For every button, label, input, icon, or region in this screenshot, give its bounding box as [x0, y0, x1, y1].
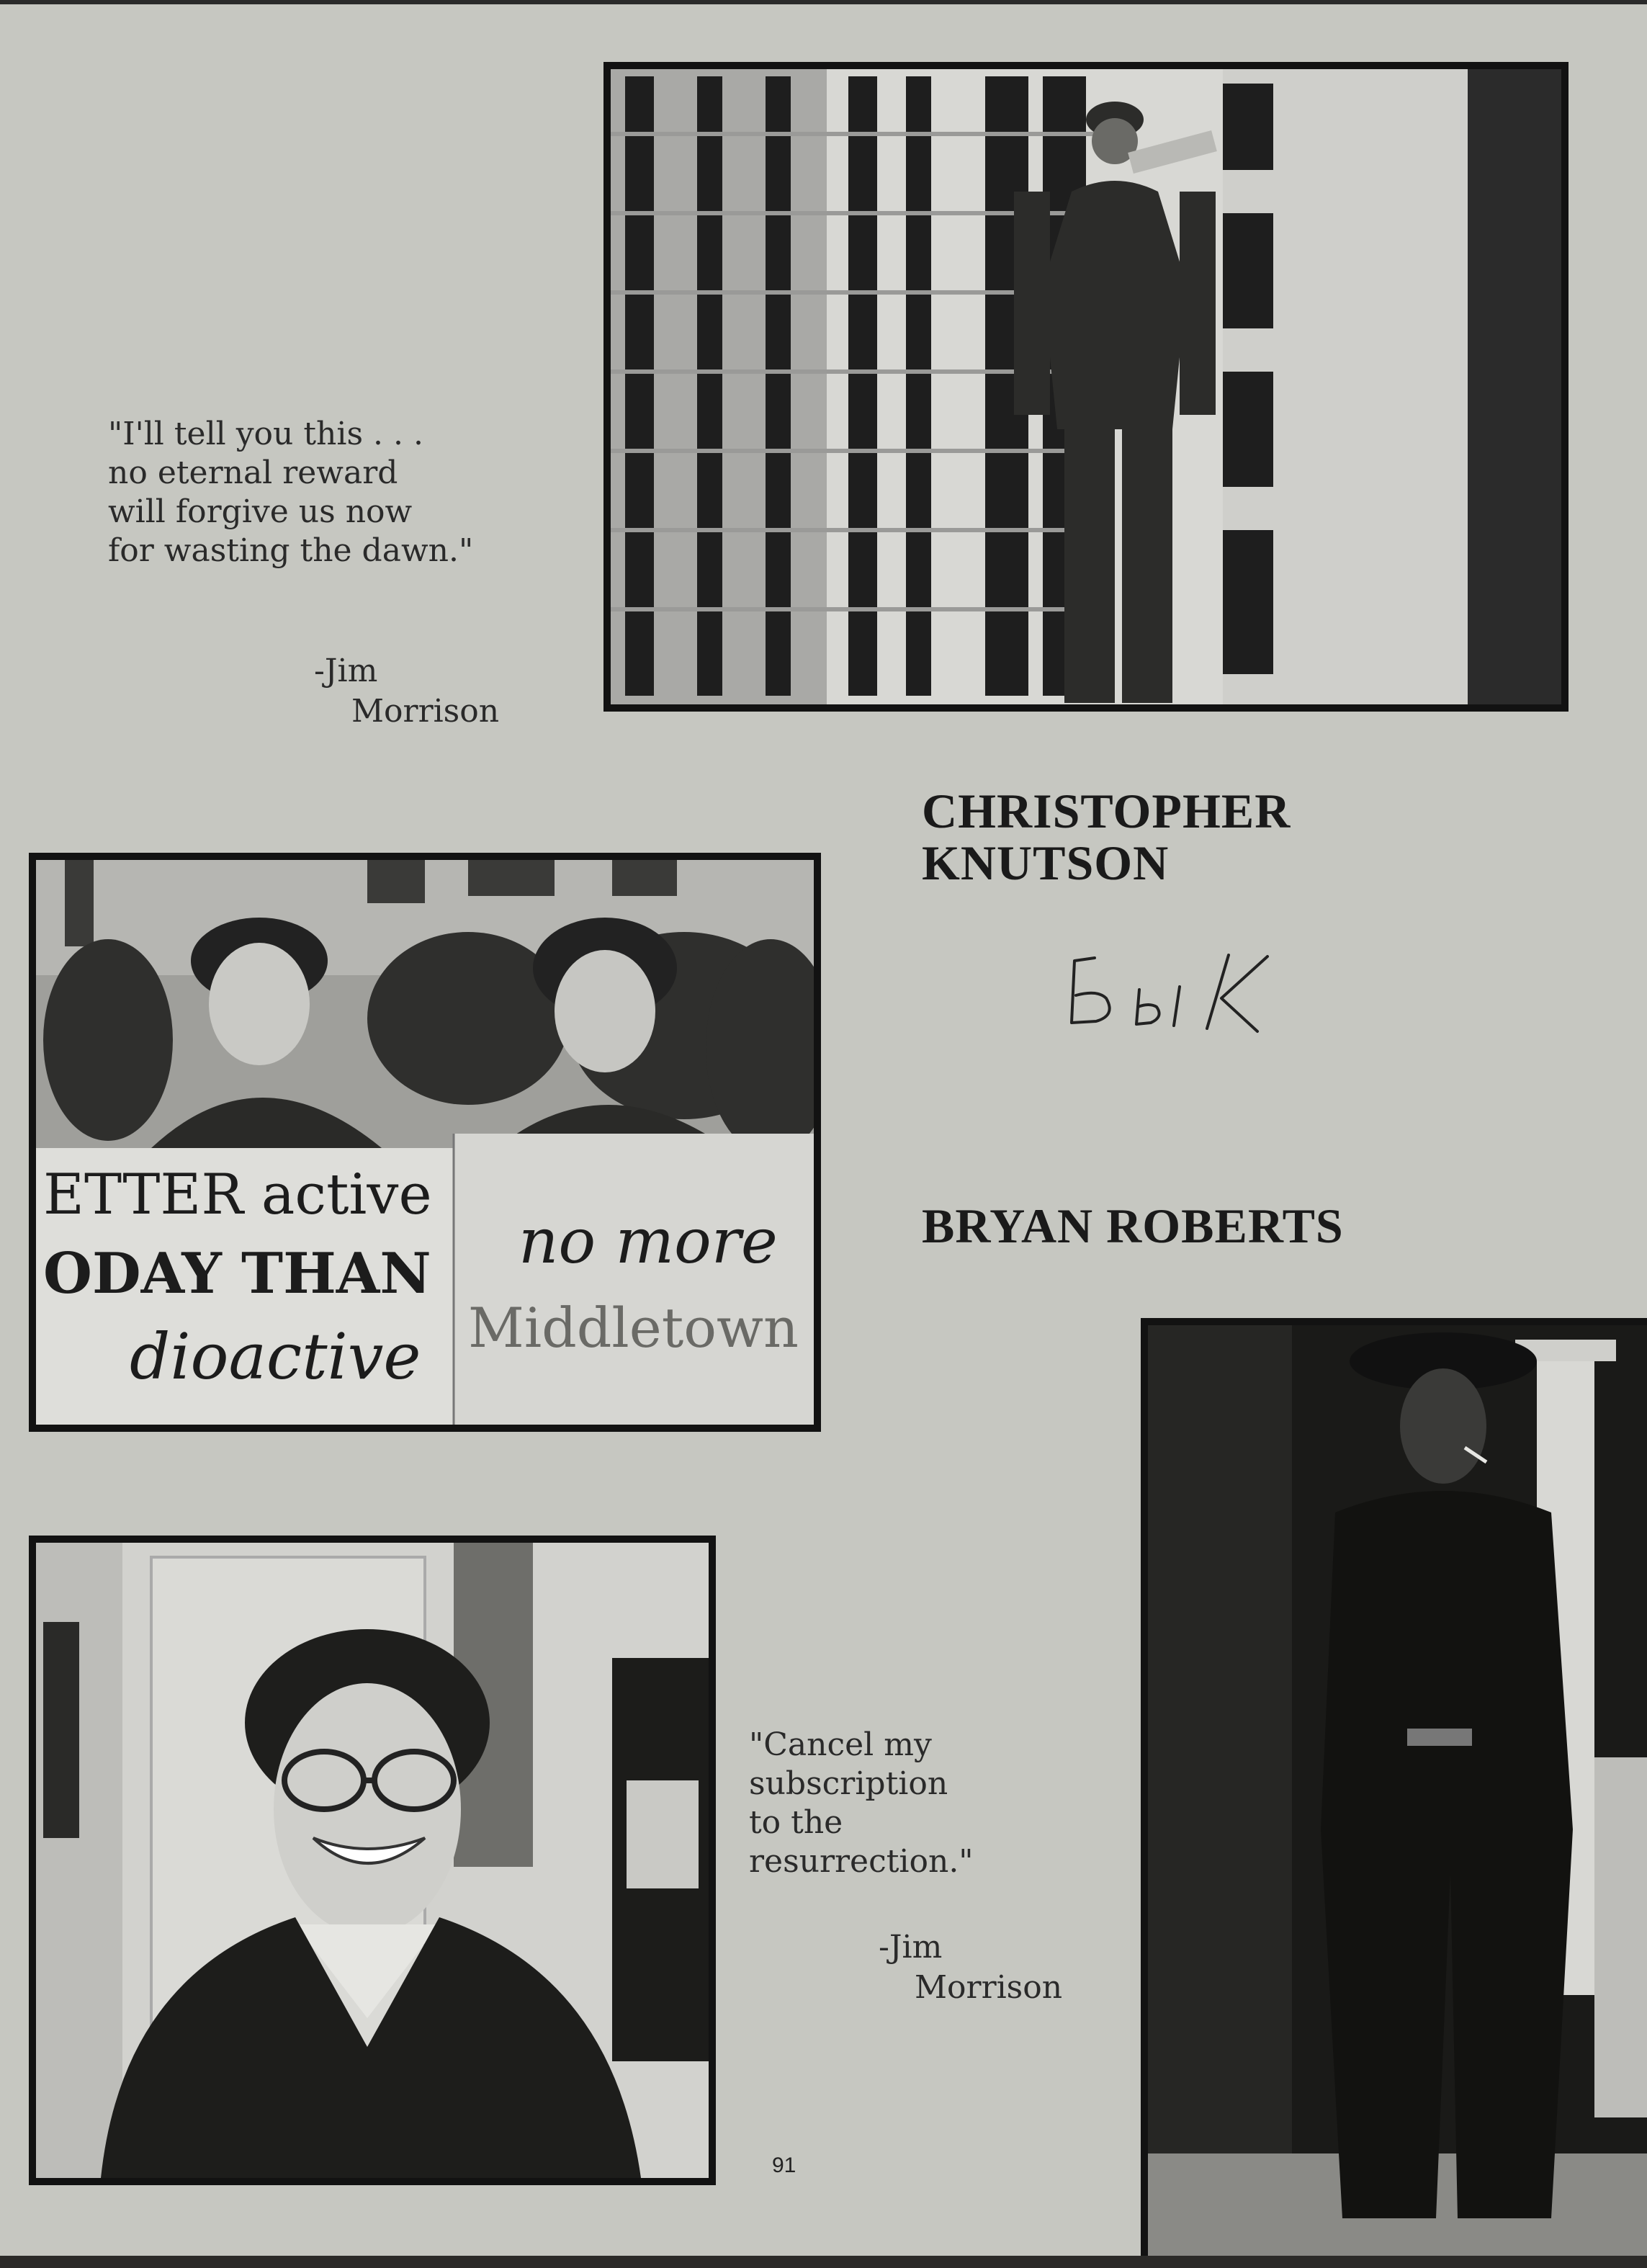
sign-right-line: Middletown	[468, 1296, 799, 1360]
quote-top-line: "I'll tell you this . . .	[108, 416, 423, 452]
quote-top-line: will forgive us now	[108, 493, 413, 530]
quote-bottom-attribution	[879, 1927, 1062, 2008]
bottom-edge	[0, 2256, 1647, 2268]
quote-top-line: no eternal reward	[108, 454, 398, 491]
quote-bottom-line: subscription	[749, 1765, 948, 1802]
attribution-line: -Jim	[879, 1929, 943, 1966]
photo-man-smoking	[1141, 1318, 1647, 2256]
photo-man-before-building	[603, 62, 1569, 712]
quote-bottom	[749, 1726, 974, 1881]
sign-right-line: no more	[519, 1206, 778, 1278]
name-line: CHRISTOPHER	[922, 784, 1291, 838]
name-bryan-roberts	[922, 1200, 1344, 1252]
quote-top-attribution	[314, 651, 499, 732]
attribution-line: Morrison	[915, 1969, 1063, 2006]
quote-top-line: for wasting the dawn."	[108, 532, 474, 569]
page-number: 91	[772, 2153, 796, 2177]
top-edge	[0, 0, 1647, 4]
sign-left-line: ETTER active	[43, 1162, 432, 1227]
attribution-line: Morrison	[351, 693, 500, 730]
sign-left-line: dioactive	[130, 1319, 421, 1394]
name-christopher-knutson	[922, 785, 1291, 889]
photo-protest-signs	[29, 853, 821, 1432]
quote-bottom-line: to the	[749, 1804, 843, 1841]
handwritten-signature	[1059, 936, 1289, 1044]
quote-top	[108, 415, 473, 570]
sign-left-line: ODAY THAN	[43, 1241, 431, 1306]
quote-bottom-line: resurrection."	[749, 1843, 974, 1880]
name-line: BRYAN ROBERTS	[922, 1198, 1344, 1253]
quote-bottom-line: "Cancel my	[749, 1726, 932, 1763]
attribution-line: -Jim	[314, 653, 378, 689]
photo-smiling-student	[29, 1536, 716, 2185]
name-line: KNUTSON	[922, 835, 1170, 890]
